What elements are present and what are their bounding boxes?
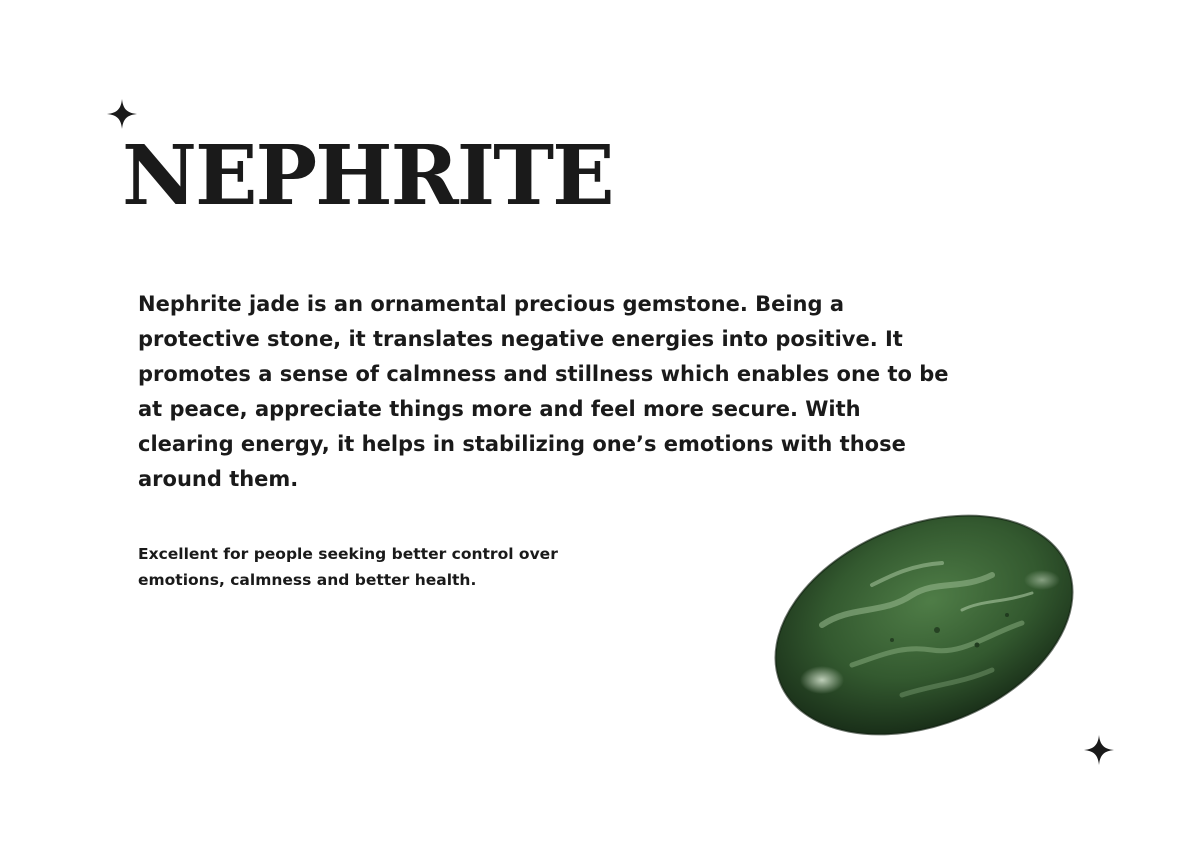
benefit-note: Excellent for people seeking better control over emotions, calmness and better health. (138, 545, 558, 589)
sparkle-icon (107, 99, 137, 129)
sparkle-icon (1084, 735, 1114, 765)
page-title: NEPHRITE (122, 128, 613, 224)
description-paragraph: Nephrite jade is an ornamental precious gemstone. Being a protective stone, it translates negative energies into positive. It promotes a sense of calmness and stillness which enables one to be at peace, appreciate things more and feel more secure. With clearing energy, it helps in stabilizing one’s emotions with those around them. (138, 292, 949, 491)
nephrite-stone-image (762, 505, 1087, 745)
